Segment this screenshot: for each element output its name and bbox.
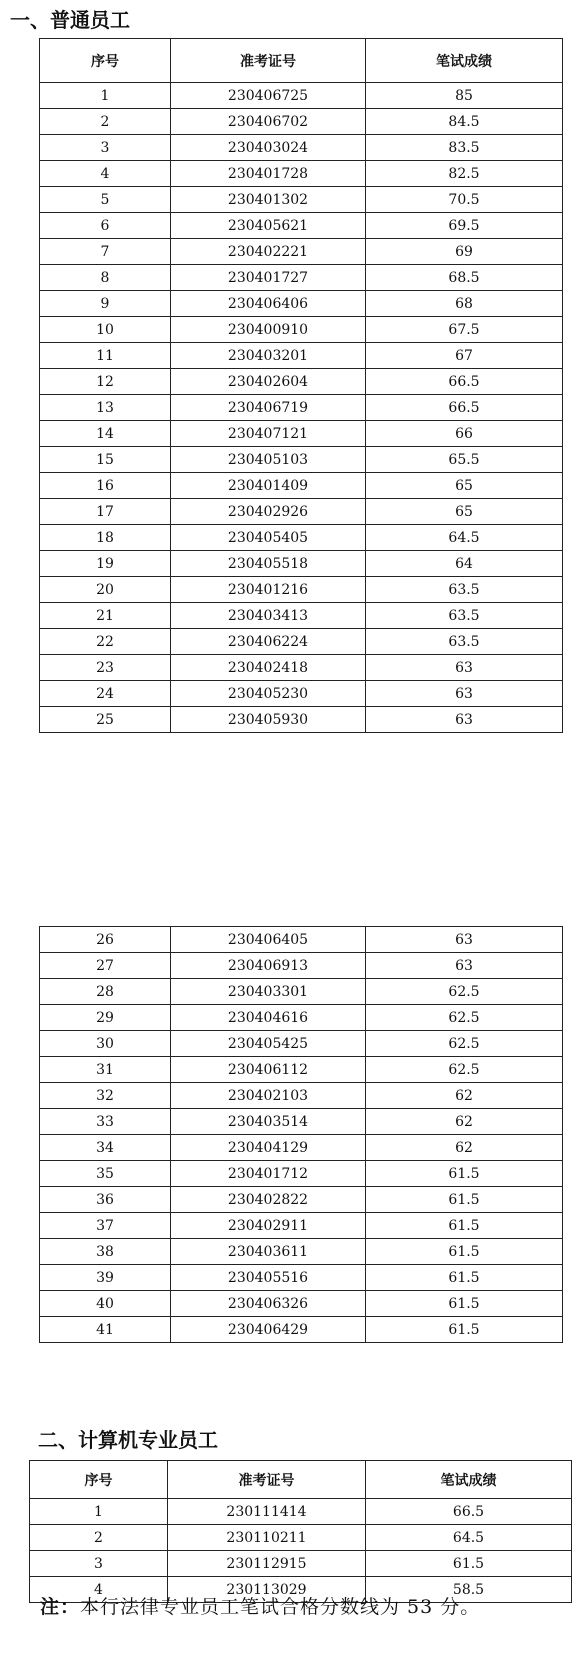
cell-seq: 15: [40, 447, 171, 473]
cell-score: 66.5: [366, 369, 563, 395]
cell-seq: 16: [40, 473, 171, 499]
cell-exam-id: 230403201: [171, 343, 366, 369]
table-row: [30, 1499, 572, 1525]
header-exam-id: 准考证号: [168, 1461, 366, 1499]
cell-seq: 38: [40, 1239, 171, 1265]
cell-seq: 25: [40, 707, 171, 733]
table-row: [40, 161, 563, 187]
cell-score: 65: [366, 499, 563, 525]
cell-seq: 41: [40, 1317, 171, 1343]
table-row: [30, 1551, 572, 1577]
cell-exam-id: 230112915: [168, 1551, 366, 1577]
table-row: [40, 343, 563, 369]
table-row: [40, 1031, 563, 1057]
cell-score: 68.5: [366, 265, 563, 291]
cell-exam-id: 230402926: [171, 499, 366, 525]
cell-exam-id: 230403024: [171, 135, 366, 161]
cell-seq: 12: [40, 369, 171, 395]
cell-exam-id: 230406326: [171, 1291, 366, 1317]
cell-score: 69: [366, 239, 563, 265]
header-seq: 序号: [40, 39, 171, 83]
cell-exam-id: 230403514: [171, 1109, 366, 1135]
cell-seq: 36: [40, 1187, 171, 1213]
table-header-row: [40, 39, 563, 83]
header-score: 笔试成绩: [366, 1461, 572, 1499]
table-row: [40, 551, 563, 577]
cell-seq: 1: [40, 83, 171, 109]
cell-seq: 30: [40, 1031, 171, 1057]
table-header-row: [30, 1461, 572, 1499]
footnote: [40, 1592, 480, 1619]
cell-seq: 14: [40, 421, 171, 447]
table-row: [40, 421, 563, 447]
table-row: [40, 707, 563, 733]
cell-exam-id: 230407121: [171, 421, 366, 447]
general-staff-score-table-continued: [39, 926, 563, 1343]
cell-seq: 40: [40, 1291, 171, 1317]
table-row: [40, 83, 563, 109]
cell-score: 83.5: [366, 135, 563, 161]
cell-score: 85: [366, 83, 563, 109]
cell-exam-id: 230110211: [168, 1525, 366, 1551]
cell-exam-id: 230401712: [171, 1161, 366, 1187]
section-2-title: 二、计算机专业员工: [38, 1428, 218, 1452]
cell-exam-id: 230406405: [171, 927, 366, 953]
cell-score: 63: [366, 681, 563, 707]
cell-seq: 34: [40, 1135, 171, 1161]
cell-exam-id: 230406725: [171, 83, 366, 109]
cell-exam-id: 230406913: [171, 953, 366, 979]
cell-exam-id: 230402911: [171, 1213, 366, 1239]
cell-seq: 3: [30, 1551, 168, 1577]
cell-seq: 10: [40, 317, 171, 343]
cell-seq: 19: [40, 551, 171, 577]
cell-score: 63: [366, 655, 563, 681]
cell-score: 61.5: [366, 1551, 572, 1577]
cell-seq: 31: [40, 1057, 171, 1083]
cell-score: 62.5: [366, 1031, 563, 1057]
cell-seq: 8: [40, 265, 171, 291]
cell-score: 63: [366, 707, 563, 733]
cell-score: 64.5: [366, 525, 563, 551]
table-row: [30, 1525, 572, 1551]
cell-score: 61.5: [366, 1187, 563, 1213]
cell-exam-id: 230403413: [171, 603, 366, 629]
table-row: [40, 681, 563, 707]
cell-exam-id: 230405230: [171, 681, 366, 707]
table-row: [40, 317, 563, 343]
cell-seq: 7: [40, 239, 171, 265]
table-row: [40, 629, 563, 655]
cell-seq: 11: [40, 343, 171, 369]
cell-seq: 22: [40, 629, 171, 655]
cell-score: 61.5: [366, 1161, 563, 1187]
table-row: [40, 927, 563, 953]
cell-exam-id: 230402221: [171, 239, 366, 265]
table-row: [40, 1317, 563, 1343]
cell-score: 63.5: [366, 629, 563, 655]
table-row: [40, 525, 563, 551]
table-row: [40, 603, 563, 629]
table-row: [40, 135, 563, 161]
cell-seq: 21: [40, 603, 171, 629]
table-row: [40, 239, 563, 265]
cell-seq: 2: [40, 109, 171, 135]
cell-score: 66.5: [366, 1499, 572, 1525]
header-score: 笔试成绩: [366, 39, 563, 83]
cell-score: 67: [366, 343, 563, 369]
general-staff-score-table: [39, 38, 563, 733]
table-row: [40, 979, 563, 1005]
footnote-text: 本行法律专业员工笔试合格分数线为 53 分。: [80, 1596, 481, 1618]
cell-score: 61.5: [366, 1291, 563, 1317]
cell-exam-id: 230401409: [171, 473, 366, 499]
cell-seq: 1: [30, 1499, 168, 1525]
cell-exam-id: 230402822: [171, 1187, 366, 1213]
cell-score: 63: [366, 927, 563, 953]
cell-score: 65: [366, 473, 563, 499]
table-row: [40, 369, 563, 395]
cell-exam-id: 230113029: [168, 1577, 366, 1603]
cell-seq: 9: [40, 291, 171, 317]
cell-exam-id: 230406702: [171, 109, 366, 135]
table-row: [40, 1057, 563, 1083]
cell-seq: 35: [40, 1161, 171, 1187]
cell-exam-id: 230402418: [171, 655, 366, 681]
table-row: [40, 395, 563, 421]
table-row: [40, 447, 563, 473]
table-row: [40, 1161, 563, 1187]
cell-score: 61.5: [366, 1239, 563, 1265]
cell-exam-id: 230401728: [171, 161, 366, 187]
cell-exam-id: 230406224: [171, 629, 366, 655]
cell-score: 66: [366, 421, 563, 447]
cell-score: 61.5: [366, 1317, 563, 1343]
cell-seq: 4: [40, 161, 171, 187]
cell-exam-id: 230404129: [171, 1135, 366, 1161]
cell-exam-id: 230405518: [171, 551, 366, 577]
table-row: [40, 1109, 563, 1135]
cell-exam-id: 230405930: [171, 707, 366, 733]
cell-seq: 39: [40, 1265, 171, 1291]
cell-exam-id: 230111414: [168, 1499, 366, 1525]
cell-score: 70.5: [366, 187, 563, 213]
cell-score: 63: [366, 953, 563, 979]
cell-score: 62.5: [366, 1005, 563, 1031]
cell-exam-id: 230403301: [171, 979, 366, 1005]
section-1-title: 一、普通员工: [10, 8, 130, 32]
cell-score: 62.5: [366, 979, 563, 1005]
cell-exam-id: 230405103: [171, 447, 366, 473]
cell-score: 64.5: [366, 1525, 572, 1551]
cell-score: 62: [366, 1083, 563, 1109]
computer-staff-score-table: [29, 1460, 572, 1603]
cell-score: 82.5: [366, 161, 563, 187]
cell-seq: 27: [40, 953, 171, 979]
cell-score: 62: [366, 1135, 563, 1161]
footnote-label: 注：: [40, 1596, 81, 1618]
cell-seq: 28: [40, 979, 171, 1005]
table-row: [40, 953, 563, 979]
cell-exam-id: 230402103: [171, 1083, 366, 1109]
table-row: [40, 1291, 563, 1317]
cell-score: 65.5: [366, 447, 563, 473]
cell-exam-id: 230401302: [171, 187, 366, 213]
cell-exam-id: 230406406: [171, 291, 366, 317]
table-row: [40, 109, 563, 135]
cell-seq: 13: [40, 395, 171, 421]
cell-score: 64: [366, 551, 563, 577]
cell-score: 58.5: [366, 1577, 572, 1603]
cell-score: 63.5: [366, 577, 563, 603]
cell-score: 62: [366, 1109, 563, 1135]
table-row: [40, 1005, 563, 1031]
cell-seq: 4: [30, 1577, 168, 1603]
table-row: [40, 1265, 563, 1291]
table-row: [40, 473, 563, 499]
cell-exam-id: 230403611: [171, 1239, 366, 1265]
table-row: [40, 1239, 563, 1265]
cell-exam-id: 230404616: [171, 1005, 366, 1031]
cell-seq: 33: [40, 1109, 171, 1135]
table-row: [40, 1187, 563, 1213]
cell-exam-id: 230406429: [171, 1317, 366, 1343]
cell-score: 66.5: [366, 395, 563, 421]
cell-score: 68: [366, 291, 563, 317]
cell-score: 61.5: [366, 1265, 563, 1291]
cell-seq: 29: [40, 1005, 171, 1031]
cell-seq: 32: [40, 1083, 171, 1109]
cell-seq: 26: [40, 927, 171, 953]
cell-seq: 17: [40, 499, 171, 525]
cell-exam-id: 230405516: [171, 1265, 366, 1291]
table-row: [40, 187, 563, 213]
table-row: [40, 1135, 563, 1161]
table-row: [40, 655, 563, 681]
cell-seq: 3: [40, 135, 171, 161]
table-row: [40, 265, 563, 291]
cell-seq: 6: [40, 213, 171, 239]
cell-score: 84.5: [366, 109, 563, 135]
cell-exam-id: 230405621: [171, 213, 366, 239]
cell-score: 67.5: [366, 317, 563, 343]
table-row: [40, 577, 563, 603]
cell-exam-id: 230400910: [171, 317, 366, 343]
table-row: [40, 1213, 563, 1239]
cell-exam-id: 230406719: [171, 395, 366, 421]
table-row: [40, 1083, 563, 1109]
table-row: [40, 213, 563, 239]
cell-score: 62.5: [366, 1057, 563, 1083]
cell-seq: 18: [40, 525, 171, 551]
cell-score: 69.5: [366, 213, 563, 239]
cell-score: 61.5: [366, 1213, 563, 1239]
table-row: [40, 499, 563, 525]
cell-seq: 20: [40, 577, 171, 603]
cell-seq: 37: [40, 1213, 171, 1239]
cell-seq: 24: [40, 681, 171, 707]
cell-exam-id: 230405425: [171, 1031, 366, 1057]
cell-seq: 23: [40, 655, 171, 681]
cell-exam-id: 230405405: [171, 525, 366, 551]
table-row: [40, 291, 563, 317]
cell-exam-id: 230406112: [171, 1057, 366, 1083]
header-exam-id: 准考证号: [171, 39, 366, 83]
cell-exam-id: 230401216: [171, 577, 366, 603]
cell-exam-id: 230401727: [171, 265, 366, 291]
cell-seq: 5: [40, 187, 171, 213]
cell-score: 63.5: [366, 603, 563, 629]
cell-seq: 2: [30, 1525, 168, 1551]
header-seq: 序号: [30, 1461, 168, 1499]
cell-exam-id: 230402604: [171, 369, 366, 395]
